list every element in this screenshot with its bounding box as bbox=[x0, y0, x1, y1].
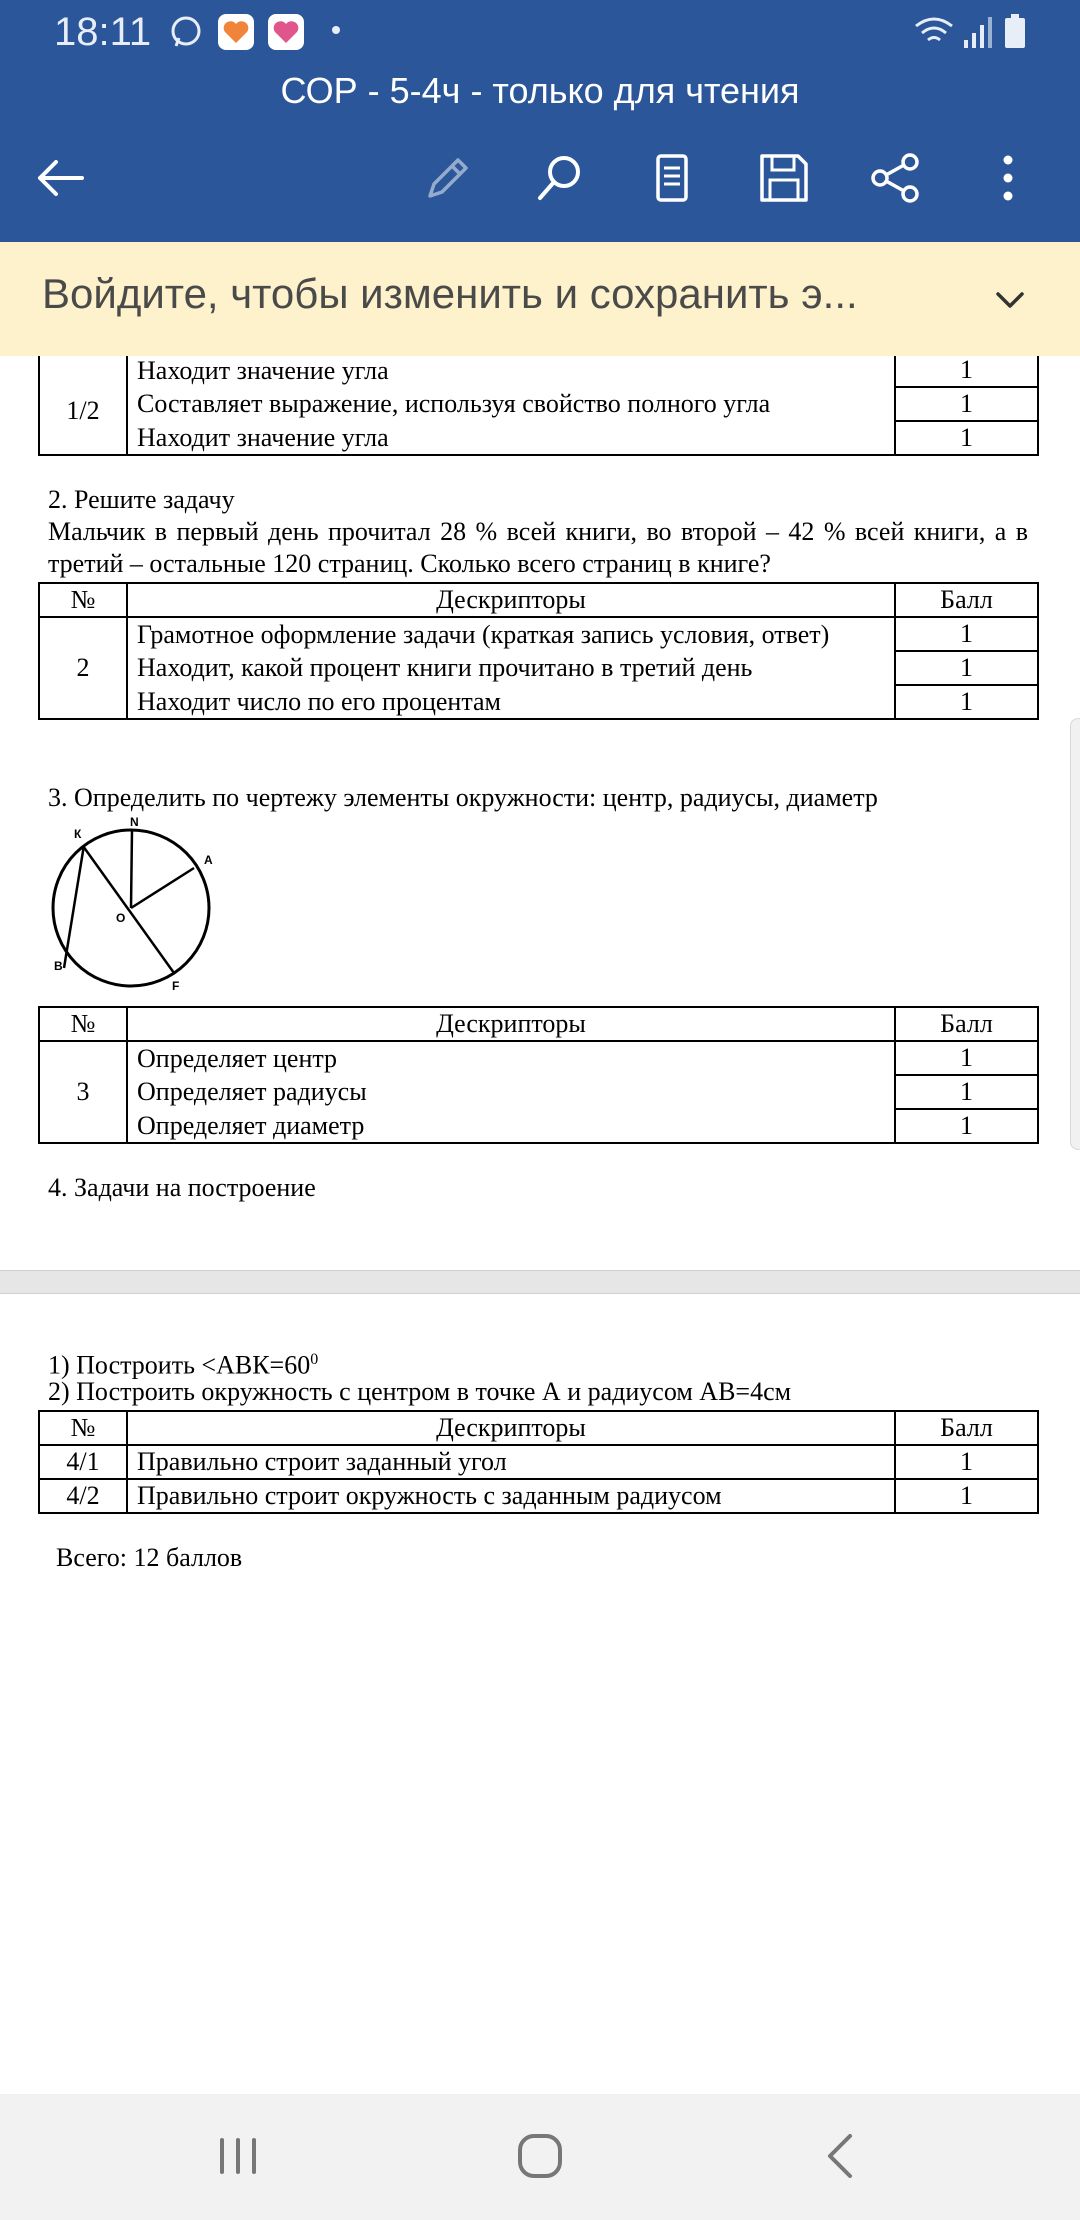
navigation-bar bbox=[0, 2094, 1080, 2220]
score-cell: 1 bbox=[895, 617, 1038, 651]
task-2-heading: 2. Решите задачу bbox=[48, 485, 235, 514]
score-cell: 1 bbox=[895, 356, 1038, 387]
table-row bbox=[39, 1109, 1038, 1143]
score-cell: 1 bbox=[895, 1075, 1038, 1109]
score-cell: 1 bbox=[895, 387, 1038, 421]
total-score: Всего: 12 баллов bbox=[56, 1543, 243, 1572]
score-cell: 1 bbox=[895, 651, 1038, 685]
pencil-icon[interactable] bbox=[420, 150, 476, 206]
wifi-icon bbox=[912, 14, 956, 50]
table-row bbox=[39, 387, 1038, 421]
scrollbar-thumb[interactable] bbox=[1070, 718, 1080, 1150]
task-number-cell: 3 bbox=[39, 1041, 127, 1143]
page-break bbox=[0, 1270, 1080, 1294]
descriptor-table-3 bbox=[38, 1006, 1039, 1144]
task-2-text: Мальчик в первый день прочитал 28 % всей книги, во второй – 42 % всей книги, а в третий – остальные 120 страниц. Сколько всего страниц в книге? bbox=[48, 517, 1028, 578]
task-4-item-1-text: 1) Построить <АВК=60 bbox=[48, 1350, 311, 1380]
task-4-heading: 4. Задачи на построение bbox=[48, 1173, 316, 1202]
score-cell: 1 bbox=[895, 1479, 1038, 1513]
table-row bbox=[39, 1479, 1038, 1513]
table-row bbox=[39, 617, 1038, 651]
point-label-o: O bbox=[116, 911, 126, 925]
task-number-cell: 1/2 bbox=[39, 356, 127, 455]
column-header-descriptors: Дескрипторы bbox=[127, 1007, 895, 1041]
back-icon[interactable] bbox=[814, 2128, 870, 2184]
descriptor-cell: Находит значение угла bbox=[127, 421, 895, 455]
share-icon[interactable] bbox=[868, 150, 924, 206]
table-row bbox=[39, 651, 1038, 685]
circle-figure bbox=[44, 812, 224, 994]
table-row bbox=[39, 1041, 1038, 1075]
descriptor-cell: Находит число по его процентам bbox=[127, 685, 895, 719]
table-row bbox=[39, 1075, 1038, 1109]
more-icon[interactable] bbox=[980, 150, 1036, 206]
column-header-number: № bbox=[39, 1411, 127, 1445]
descriptor-cell: Находит значение угла bbox=[127, 356, 895, 387]
save-icon[interactable] bbox=[756, 150, 812, 206]
score-cell: 1 bbox=[895, 421, 1038, 455]
descriptor-cell: Определяет центр bbox=[127, 1041, 895, 1075]
notification-dot-icon bbox=[332, 26, 340, 34]
status-bar bbox=[0, 0, 1080, 64]
battery-icon bbox=[1004, 14, 1026, 50]
column-header-score: Балл bbox=[895, 1007, 1038, 1041]
descriptor-table-1 bbox=[38, 356, 1039, 456]
point-label-n: N bbox=[130, 815, 139, 829]
app-icon bbox=[218, 14, 254, 50]
column-header-number: № bbox=[39, 583, 127, 617]
task-3-heading: 3. Определить по чертежу элементы окружности: центр, радиусы, диаметр bbox=[48, 783, 878, 812]
task-number-cell: 4/1 bbox=[39, 1445, 127, 1479]
task-number-cell: 2 bbox=[39, 617, 127, 719]
descriptor-table-2 bbox=[38, 582, 1039, 720]
search-icon[interactable] bbox=[532, 150, 588, 206]
recent-apps-icon[interactable] bbox=[210, 2128, 266, 2184]
app-header bbox=[0, 0, 1080, 242]
descriptor-cell: Находит, какой процент книги прочитано в третий день bbox=[127, 651, 895, 685]
signal-icon bbox=[962, 14, 994, 50]
reading-view-icon[interactable] bbox=[644, 150, 700, 206]
column-header-descriptors: Дескрипторы bbox=[127, 1411, 895, 1445]
descriptor-cell: Определяет диаметр bbox=[127, 1109, 895, 1143]
point-label-f: F bbox=[172, 979, 180, 993]
descriptor-cell: Грамотное оформление задачи (краткая запись условия, ответ) bbox=[127, 617, 895, 651]
task-4-item-2: 2) Построить окружность с центром в точке А и радиусом АВ=4см bbox=[48, 1377, 792, 1406]
descriptor-cell: Правильно строит заданный угол bbox=[127, 1445, 895, 1479]
home-icon[interactable] bbox=[512, 2128, 568, 2184]
table-row bbox=[39, 1445, 1038, 1479]
score-cell: 1 bbox=[895, 685, 1038, 719]
descriptor-cell: Составляет выражение, используя свойство полного угла bbox=[127, 387, 895, 421]
table-header-row bbox=[39, 583, 1038, 617]
signin-banner[interactable] bbox=[0, 242, 1080, 356]
table-header-row bbox=[39, 1007, 1038, 1041]
column-header-number: № bbox=[39, 1007, 127, 1041]
document-title: СОР - 5-4ч - только для чтения bbox=[280, 70, 800, 111]
clock: 18:11 bbox=[54, 10, 152, 54]
table-row bbox=[39, 356, 1038, 387]
chevron-down-icon[interactable] bbox=[992, 282, 1028, 318]
chord-line bbox=[83, 846, 174, 973]
point-label-b: B bbox=[54, 959, 63, 973]
descriptor-cell: Правильно строит окружность с заданным радиусом bbox=[127, 1479, 895, 1513]
score-cell: 1 bbox=[895, 1109, 1038, 1143]
degree-superscript: 0 bbox=[310, 1351, 319, 1368]
point-label-k: К bbox=[74, 827, 82, 841]
point-label-a: A bbox=[204, 853, 213, 867]
radius-line bbox=[131, 868, 194, 908]
whatsapp-icon bbox=[168, 14, 204, 50]
task-number-cell: 4/2 bbox=[39, 1479, 127, 1513]
column-header-descriptors: Дескрипторы bbox=[127, 583, 895, 617]
table-row bbox=[39, 685, 1038, 719]
table-row bbox=[39, 421, 1038, 455]
table-header-row bbox=[39, 1411, 1038, 1445]
descriptor-table-4 bbox=[38, 1410, 1039, 1514]
document-canvas[interactable] bbox=[0, 356, 1080, 2094]
back-arrow-icon[interactable] bbox=[32, 150, 88, 206]
app-icon bbox=[268, 14, 304, 50]
descriptor-cell: Определяет радиусы bbox=[127, 1075, 895, 1109]
column-header-score: Балл bbox=[895, 583, 1038, 617]
column-header-score: Балл bbox=[895, 1411, 1038, 1445]
radius-line bbox=[131, 830, 132, 908]
signin-banner-text: Войдите, чтобы изменить и сохранить э... bbox=[42, 270, 858, 317]
score-cell: 1 bbox=[895, 1041, 1038, 1075]
score-cell: 1 bbox=[895, 1445, 1038, 1479]
